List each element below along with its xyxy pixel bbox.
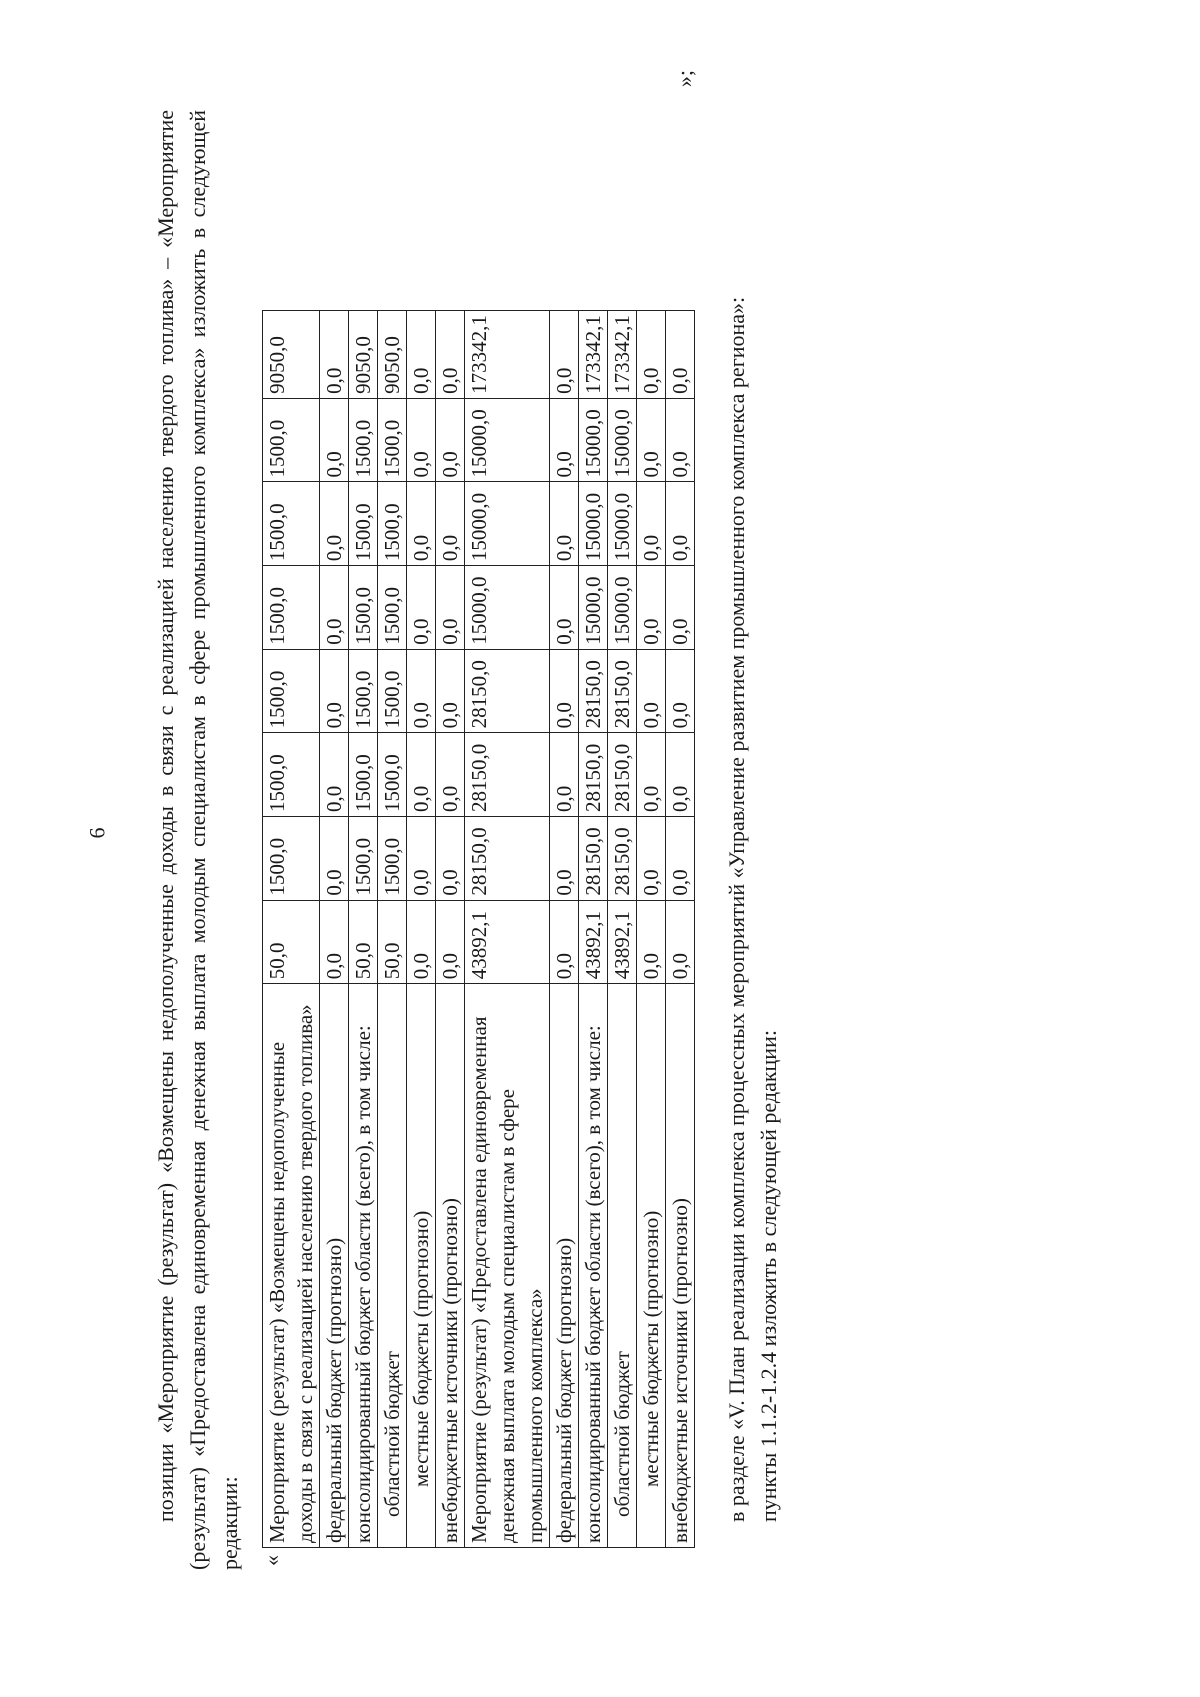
value-cell: 0,0	[666, 649, 695, 733]
value-cell: 50,0	[349, 900, 378, 984]
value-cell: 0,0	[550, 311, 579, 399]
value-cell: 0,0	[637, 482, 666, 566]
value-cell: 0,0	[407, 566, 436, 650]
value-cell: 43892,1	[465, 900, 550, 984]
value-cell: 0,0	[666, 311, 695, 399]
row-label: федеральный бюджет (прогнозно)	[550, 984, 579, 1548]
value-cell: 0,0	[436, 816, 465, 900]
value-cell: 43892,1	[608, 900, 637, 984]
value-cell: 0,0	[666, 816, 695, 900]
value-cell: 0,0	[407, 482, 436, 566]
items-paragraph: пункты 1.1.2-1.2.4 изложить в следующей редакции:	[756, 1030, 781, 1522]
value-cell: 28150,0	[579, 816, 608, 900]
value-cell: 0,0	[436, 398, 465, 482]
budget-table-wrapper	[259, 70, 697, 1566]
value-cell: 28150,0	[579, 649, 608, 733]
value-cell: 0,0	[550, 398, 579, 482]
value-cell: 50,0	[378, 900, 407, 984]
value-cell: 15000,0	[465, 398, 550, 482]
value-cell: 1500,0	[349, 566, 378, 650]
value-cell: 15000,0	[465, 482, 550, 566]
value-cell: 0,0	[320, 398, 349, 482]
value-cell: 1500,0	[263, 816, 320, 900]
value-cell: 1500,0	[378, 649, 407, 733]
row-label: местные бюджеты (прогнозно)	[407, 984, 436, 1548]
table-row	[349, 311, 378, 1548]
value-cell: 0,0	[407, 900, 436, 984]
value-cell: 1500,0	[349, 733, 378, 817]
table-row	[550, 311, 579, 1548]
row-label: федеральный бюджет (прогнозно)	[320, 984, 349, 1548]
table-row	[608, 311, 637, 1548]
page-number: 6	[84, 827, 110, 839]
table-row	[579, 311, 608, 1548]
value-cell: 15000,0	[608, 566, 637, 650]
document-body	[150, 70, 1130, 1570]
value-cell: 9050,0	[349, 311, 378, 399]
value-cell: 1500,0	[378, 566, 407, 650]
value-cell: 1500,0	[349, 816, 378, 900]
value-cell: 0,0	[666, 733, 695, 817]
value-cell: 1500,0	[263, 398, 320, 482]
value-cell: 0,0	[407, 816, 436, 900]
value-cell: 0,0	[436, 566, 465, 650]
value-cell: 0,0	[436, 733, 465, 817]
value-cell: 0,0	[407, 398, 436, 482]
value-cell: 0,0	[550, 649, 579, 733]
value-cell: 28150,0	[579, 733, 608, 817]
value-cell: 1500,0	[349, 482, 378, 566]
table-row	[637, 311, 666, 1548]
value-cell: 15000,0	[465, 566, 550, 650]
value-cell: 1500,0	[349, 649, 378, 733]
value-cell: 0,0	[637, 566, 666, 650]
value-cell: 0,0	[550, 566, 579, 650]
value-cell: 0,0	[407, 311, 436, 399]
value-cell: 0,0	[637, 649, 666, 733]
row-label: Мероприятие (результат) «Возмещены недополученные доходы в связи с реализацией населению твердого топлива»	[263, 984, 320, 1548]
table-row	[263, 311, 320, 1548]
value-cell: 9050,0	[263, 311, 320, 399]
value-cell: 0,0	[320, 566, 349, 650]
value-cell: 0,0	[320, 816, 349, 900]
value-cell: 1500,0	[378, 816, 407, 900]
value-cell: 1500,0	[263, 649, 320, 733]
row-label: консолидированный бюджет области (всего), в том числе:	[579, 984, 608, 1548]
value-cell: 0,0	[320, 900, 349, 984]
value-cell: 28150,0	[608, 649, 637, 733]
value-cell: 0,0	[550, 900, 579, 984]
row-label: областной бюджет	[378, 984, 407, 1548]
value-cell: 0,0	[550, 733, 579, 817]
value-cell: 173342,1	[579, 311, 608, 399]
opening-quote: «	[259, 1555, 284, 1566]
intro-paragraph: позиции «Мероприятие (результат) «Возмещены недополученные доходы в связи с реализацией населению твердого топлива» – «Мероприятие (результат) «Предоставлена единовременная денежная выплата молодым специалистам в сфере промышленного комплекса» изложить в следующей редакции:	[153, 110, 242, 1570]
value-cell: 0,0	[637, 900, 666, 984]
value-cell: 0,0	[436, 649, 465, 733]
value-cell: 0,0	[666, 566, 695, 650]
value-cell: 15000,0	[608, 398, 637, 482]
row-label: областной бюджет	[608, 984, 637, 1548]
value-cell: 0,0	[666, 398, 695, 482]
value-cell: 43892,1	[579, 900, 608, 984]
value-cell: 1500,0	[378, 482, 407, 566]
row-label: местные бюджеты (прогнозно)	[637, 984, 666, 1548]
value-cell: 0,0	[436, 482, 465, 566]
value-cell: 28150,0	[465, 733, 550, 817]
row-label: консолидированный бюджет области (всего), в том числе:	[349, 984, 378, 1548]
value-cell: 15000,0	[579, 398, 608, 482]
table-row	[436, 311, 465, 1548]
value-cell: 0,0	[320, 311, 349, 399]
row-label: внебюджетные источники (прогнозно)	[666, 984, 695, 1548]
table-row	[407, 311, 436, 1548]
value-cell: 15000,0	[579, 482, 608, 566]
value-cell: 0,0	[666, 900, 695, 984]
value-cell: 15000,0	[579, 566, 608, 650]
table-row	[465, 311, 550, 1548]
value-cell: 0,0	[320, 482, 349, 566]
value-cell: 15000,0	[608, 482, 637, 566]
value-cell: 0,0	[637, 311, 666, 399]
value-cell: 0,0	[666, 482, 695, 566]
value-cell: 28150,0	[465, 816, 550, 900]
value-cell: 0,0	[407, 649, 436, 733]
value-cell: 173342,1	[608, 311, 637, 399]
budget-table	[262, 310, 695, 1548]
section-paragraph: в разделе «V. План реализации комплекса процессных мероприятий «Управление развитием промышленного комплекса региона»:	[724, 296, 749, 1522]
value-cell: 0,0	[436, 900, 465, 984]
value-cell: 0,0	[407, 733, 436, 817]
table-row	[666, 311, 695, 1548]
value-cell: 0,0	[637, 733, 666, 817]
value-cell: 1500,0	[378, 398, 407, 482]
value-cell: 0,0	[320, 733, 349, 817]
value-cell: 28150,0	[465, 649, 550, 733]
value-cell: 0,0	[550, 816, 579, 900]
value-cell: 0,0	[637, 816, 666, 900]
value-cell: 50,0	[263, 900, 320, 984]
value-cell: 28150,0	[608, 733, 637, 817]
value-cell: 173342,1	[465, 311, 550, 399]
value-cell: 0,0	[436, 311, 465, 399]
value-cell: 1500,0	[263, 482, 320, 566]
value-cell: 0,0	[320, 649, 349, 733]
value-cell: 0,0	[550, 482, 579, 566]
table-row	[320, 311, 349, 1548]
value-cell: 0,0	[637, 398, 666, 482]
value-cell: 1500,0	[263, 566, 320, 650]
closing-quote: »;	[672, 70, 697, 88]
table-row	[378, 311, 407, 1548]
value-cell: 9050,0	[378, 311, 407, 399]
value-cell: 28150,0	[608, 816, 637, 900]
value-cell: 1500,0	[378, 733, 407, 817]
value-cell: 1500,0	[349, 398, 378, 482]
value-cell: 1500,0	[263, 733, 320, 817]
row-label: внебюджетные источники (прогнозно)	[436, 984, 465, 1548]
row-label: Мероприятие (результат) «Предоставлена единовременная денежная выплата молодым специалистам в сфере промышленного комплекса»	[465, 984, 550, 1548]
